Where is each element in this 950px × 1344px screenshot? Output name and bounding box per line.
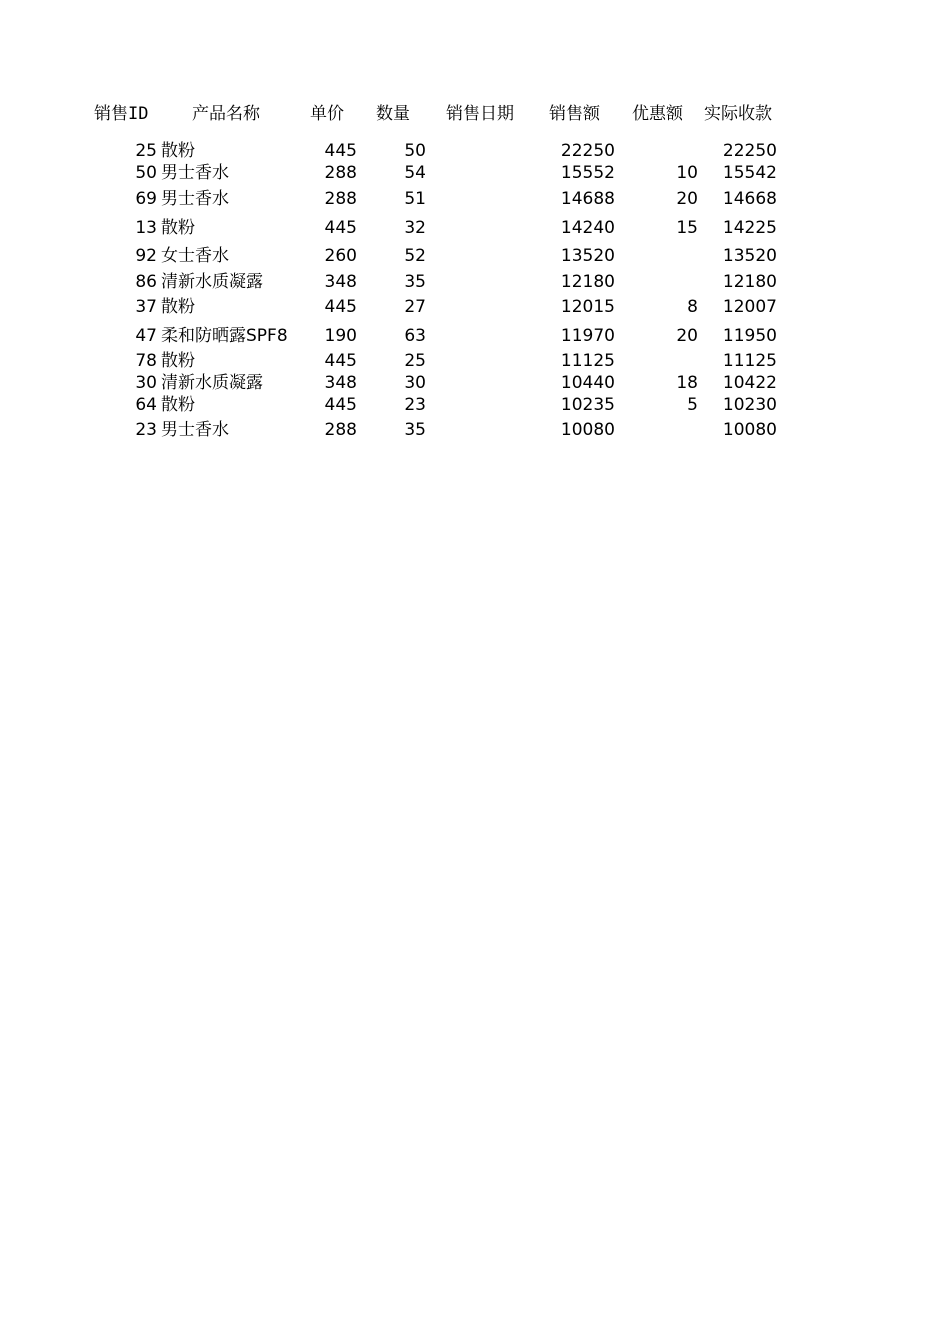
header-sales-id: 销售ID <box>94 104 149 124</box>
cell-actual-received: 12007 <box>722 297 777 317</box>
cell-sales-id: 64 <box>135 395 157 415</box>
cell-sales-amount: 12180 <box>560 272 615 292</box>
cell-discount: 20 <box>676 189 698 209</box>
cell-unit-price: 445 <box>324 141 357 161</box>
cell-actual-received: 10230 <box>722 395 777 415</box>
cell-discount: 5 <box>687 395 698 415</box>
cell-sales-amount: 13520 <box>560 246 615 266</box>
cell-unit-price: 260 <box>324 246 357 266</box>
cell-quantity: 50 <box>404 141 426 161</box>
cell-actual-received: 12180 <box>722 272 777 292</box>
cell-discount: 20 <box>676 326 698 346</box>
cell-unit-price: 445 <box>324 297 357 317</box>
cell-actual-received: 15542 <box>722 163 777 183</box>
cell-sales-id: 13 <box>135 218 157 238</box>
cell-unit-price: 190 <box>324 326 357 346</box>
cell-sales-amount: 10440 <box>560 373 615 393</box>
cell-sales-amount: 22250 <box>560 141 615 161</box>
cell-sales-amount: 11970 <box>560 326 615 346</box>
cell-sales-id: 47 <box>135 326 157 346</box>
cell-quantity: 32 <box>404 218 426 238</box>
cell-sales-amount: 15552 <box>560 163 615 183</box>
cell-sales-amount: 10235 <box>560 395 615 415</box>
cell-product-name: 柔和防晒露SPF8 <box>161 326 288 346</box>
cell-sales-amount: 11125 <box>560 351 615 371</box>
cell-product-name: 清新水质凝露 <box>161 272 263 292</box>
cell-quantity: 27 <box>404 297 426 317</box>
cell-actual-received: 10080 <box>722 420 777 440</box>
cell-actual-received: 11125 <box>722 351 777 371</box>
cell-discount: 10 <box>676 163 698 183</box>
header-sales-date: 销售日期 <box>446 104 514 124</box>
header-actual-received: 实际收款 <box>704 104 772 124</box>
cell-unit-price: 288 <box>324 420 357 440</box>
cell-quantity: 25 <box>404 351 426 371</box>
cell-actual-received: 10422 <box>722 373 777 393</box>
cell-sales-amount: 12015 <box>560 297 615 317</box>
header-sales-amount: 销售额 <box>549 104 600 124</box>
cell-sales-id: 92 <box>135 246 157 266</box>
cell-sales-id: 50 <box>135 163 157 183</box>
cell-sales-amount: 14240 <box>560 218 615 238</box>
cell-quantity: 63 <box>404 326 426 346</box>
cell-sales-id: 25 <box>135 141 157 161</box>
cell-unit-price: 445 <box>324 218 357 238</box>
cell-unit-price: 288 <box>324 189 357 209</box>
cell-quantity: 35 <box>404 272 426 292</box>
cell-product-name: 女士香水 <box>161 246 229 266</box>
cell-quantity: 51 <box>404 189 426 209</box>
cell-sales-amount: 10080 <box>560 420 615 440</box>
header-quantity: 数量 <box>376 104 410 124</box>
cell-quantity: 35 <box>404 420 426 440</box>
cell-actual-received: 14225 <box>722 218 777 238</box>
cell-actual-received: 13520 <box>722 246 777 266</box>
header-unit-price: 单价 <box>310 104 344 124</box>
cell-product-name: 清新水质凝露 <box>161 373 263 393</box>
cell-product-name: 男士香水 <box>161 189 229 209</box>
cell-unit-price: 445 <box>324 395 357 415</box>
cell-product-name: 散粉 <box>161 395 195 415</box>
cell-actual-received: 11950 <box>722 326 777 346</box>
cell-product-name: 散粉 <box>161 351 195 371</box>
cell-quantity: 23 <box>404 395 426 415</box>
cell-unit-price: 445 <box>324 351 357 371</box>
cell-quantity: 54 <box>404 163 426 183</box>
cell-discount: 8 <box>687 297 698 317</box>
cell-sales-id: 69 <box>135 189 157 209</box>
cell-sales-id: 23 <box>135 420 157 440</box>
cell-product-name: 散粉 <box>161 141 195 161</box>
cell-product-name: 散粉 <box>161 218 195 238</box>
cell-unit-price: 348 <box>324 373 357 393</box>
cell-sales-id: 86 <box>135 272 157 292</box>
cell-product-name: 男士香水 <box>161 163 229 183</box>
cell-quantity: 30 <box>404 373 426 393</box>
header-discount: 优惠额 <box>632 104 683 124</box>
cell-discount: 18 <box>676 373 698 393</box>
cell-sales-amount: 14688 <box>560 189 615 209</box>
cell-sales-id: 30 <box>135 373 157 393</box>
cell-product-name: 男士香水 <box>161 420 229 440</box>
cell-quantity: 52 <box>404 246 426 266</box>
cell-unit-price: 348 <box>324 272 357 292</box>
cell-actual-received: 14668 <box>722 189 777 209</box>
cell-discount: 15 <box>676 218 698 238</box>
cell-sales-id: 78 <box>135 351 157 371</box>
cell-unit-price: 288 <box>324 163 357 183</box>
header-product-name: 产品名称 <box>192 104 260 124</box>
cell-actual-received: 22250 <box>722 141 777 161</box>
cell-product-name: 散粉 <box>161 297 195 317</box>
cell-sales-id: 37 <box>135 297 157 317</box>
